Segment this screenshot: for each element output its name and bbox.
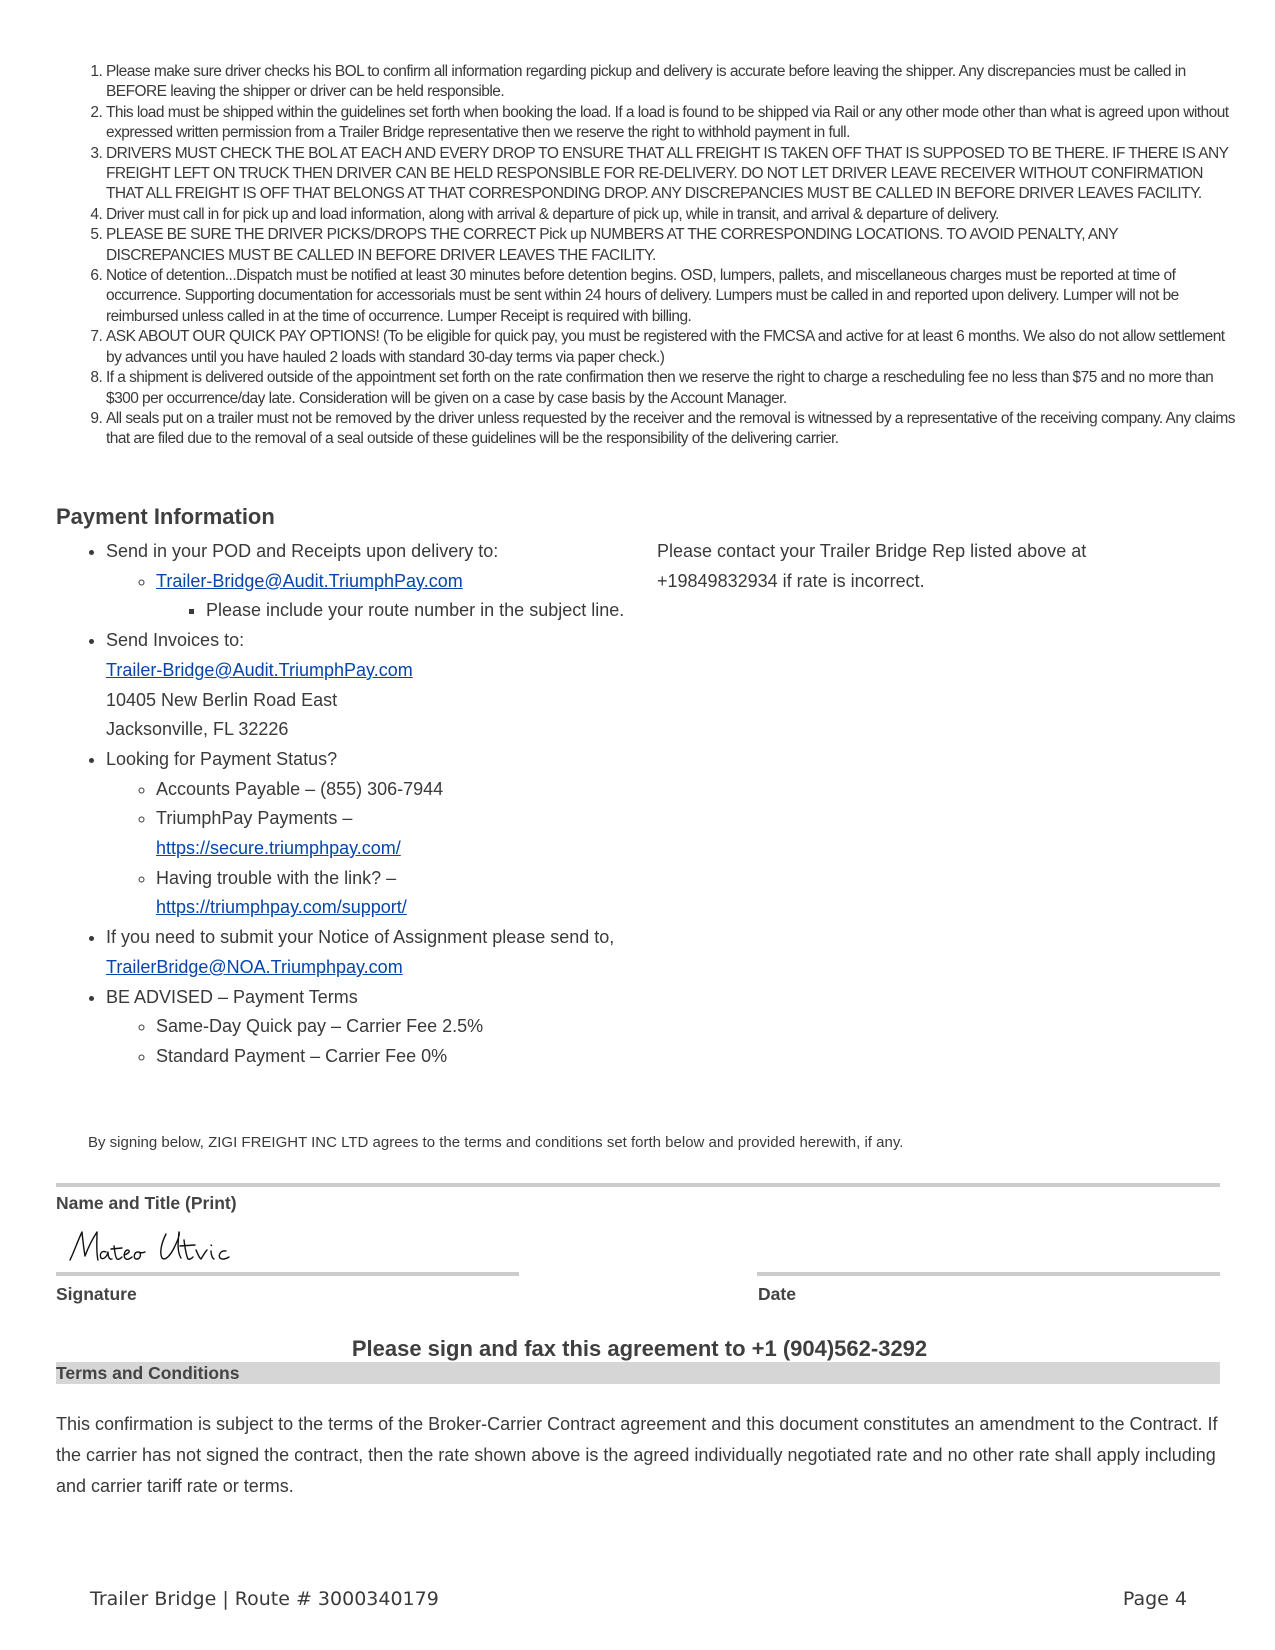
payment-terms-text: BE ADVISED – Payment Terms: [106, 986, 358, 1007]
triumphpay-text: TriumphPay Payments –: [156, 808, 353, 829]
payment-terms-item: [106, 983, 646, 1072]
terms-body: This confirmation is subject to the terms of the Broker-Carrier Contract agreement and this document constitutes an amendment to the Contract. If the carrier has not signed the contract, then the rate shown above is the agreed individually negotiated rate and no other rate shall apply including and carrier tariff rate or terms.: [56, 1414, 1218, 1496]
support-item: [156, 864, 646, 923]
pod-instruction: [106, 537, 646, 626]
terms-heading: Terms and Conditions: [56, 1363, 240, 1383]
pod-email-item: [156, 567, 646, 626]
payment-status-sublist: [106, 775, 646, 924]
rule-item: 9. All seals put on a trailer must not be removed by the driver unless requested by the receiver and the removal is witnessed by a representative of the receiving company. Any claims that are filed due to the removal of a seal outside of these guidelines will be the responsibility of the delivering carrier.: [106, 409, 1236, 450]
rule-item: 1. Please make sure driver checks his BOL to confirm all information regarding pickup and delivery is accurate before leaving the shipper. Any discrepancies must be called in BEFORE leaving the shipper or driver can be held responsible.: [106, 62, 1236, 103]
date-label: Date: [758, 1284, 796, 1304]
triumphpay-link[interactable]: https://secure.triumphpay.com/: [156, 838, 401, 859]
rule-item: 8. If a shipment is delivered outside of the appointment set forth on the rate confirmation then we reserve the right to charge a rescheduling fee no less than $75 and no more than $300 per occurrence/day late. Consideration will be given on a case by case basis by the Account Manager.: [106, 368, 1236, 409]
invoice-instruction-text: Send Invoices to:: [106, 630, 245, 651]
signature-image: [66, 1222, 266, 1268]
fax-instruction: Please sign and fax this agreement to +1 (904)562-3292: [351, 1336, 928, 1361]
rule-item: 7. ASK ABOUT OUR QUICK PAY OPTIONS! (To be eligible for quick pay, you must be registered with the FMCSA and active for at least 6 months. We also do not allow settlement by advances until you have hauled 2 loads with standard 30-day terms via paper check.): [106, 327, 1236, 368]
date-line: [757, 1272, 1220, 1276]
pod-note-sublist: [156, 596, 646, 626]
triumphpay-item: [156, 804, 646, 863]
carrier-rules-list: [86, 62, 1236, 450]
address-line-1: 10405 New Berlin Road East: [106, 689, 338, 710]
noa-email-link[interactable]: TrailerBridge@NOA.Triumphpay.com: [106, 956, 403, 977]
rule-item: 3. DRIVERS MUST CHECK THE BOL AT EACH AND EVERY DROP TO ENSURE THAT ALL FREIGHT IS TAKEN OFF THAT IS SUPPOSED TO BE THERE. IF THERE IS ANY FREIGHT LEFT ON TRUCK THEN DRIVER CAN BE HELD RESPONSIBLE FOR RE-DELIVERY. DO NOT LET DRIVER LEAVE RECEIVER WITHOUT CONFIRMATION THAT ALL FREIGHT IS OFF THAT BELONGS AT THAT CORRESPONDING DROP. ANY DISCREPANCIES MUST BE CALLED IN BEFORE DRIVER LEAVES FACILITY.: [106, 144, 1236, 205]
pod-sublist: [106, 567, 646, 626]
rule-item: 6. Notice of detention...Dispatch must be notified at least 30 minutes before detention begins. OSD, lumpers, pallets, and miscellaneous charges must be reported at time of occurrence. Supporting documentation for accessorials must be sent within 24 hours of delivery. Lumpers must be called in and reported upon delivery. Lumper will not be reimbursed unless called in at the time of occurrence. Lumper Receipt is required with billing.: [106, 266, 1236, 327]
signature-line: [56, 1272, 519, 1276]
payment-instructions-list: [84, 537, 646, 1072]
rule-item: 4. Driver must call in for pick up and load information, along with arrival & departure of pick up, while in transit, and arrival & departure of delivery.: [106, 205, 1236, 225]
address-line-2: Jacksonville, FL 32226: [106, 719, 289, 740]
invoice-email-link[interactable]: Trailer-Bridge@Audit.TriumphPay.com: [106, 659, 413, 680]
rate-contact-note: Please contact your Trailer Bridge Rep listed above at +19849832934 if rate is incorrect.: [657, 541, 1087, 591]
agreement-statement: By signing below, ZIGI FREIGHT INC LTD agrees to the terms and conditions set forth below and provided herewith, if any.: [88, 1134, 904, 1151]
pod-instruction-text: Send in your POD and Receipts upon delivery to:: [106, 541, 499, 561]
footer-page-number: Page 4: [1122, 1588, 1187, 1610]
section-divider: [56, 1183, 1220, 1187]
noa-text: If you need to submit your Notice of Assignment please send to,: [106, 927, 615, 948]
rule-item: 2. This load must be shipped within the guidelines set forth when booking the load. If a load is found to be shipped via Rail or any other mode other than what is agreed upon without expressed written permission from a Trailer Bridge representative then we reserve the right to withhold payment in full.: [106, 103, 1236, 144]
pod-email-link[interactable]: Trailer-Bridge@Audit.TriumphPay.com: [156, 570, 463, 591]
terms-heading-bar: [56, 1362, 1220, 1384]
support-link[interactable]: https://triumphpay.com/support/: [156, 897, 407, 918]
signature-label: Signature: [56, 1284, 137, 1304]
payment-status-item: [106, 745, 646, 923]
rule-item: 5. PLEASE BE SURE THE DRIVER PICKS/DROPS THE CORRECT Pick up NUMBERS AT THE CORRESPONDING LOCATIONS. TO AVOID PENALTY, ANY DISCREPANCIES MUST BE CALLED IN BEFORE DRIVER LEAVES THE FACILITY.: [106, 225, 1236, 266]
payment-information-heading: Payment Information: [56, 504, 275, 529]
invoice-instruction: [106, 626, 646, 745]
noa-item: [106, 923, 646, 982]
payment-status-text: Looking for Payment Status?: [106, 748, 338, 769]
accounts-payable-item: ◦ Accounts Payable – (855) 306-7944: [156, 775, 646, 805]
name-title-label: Name and Title (Print): [56, 1193, 237, 1213]
pod-note: ▪ Please include your route number in the subject line.: [206, 596, 646, 626]
footer-route: Trailer Bridge | Route # 3000340179: [90, 1588, 439, 1610]
support-text: Having trouble with the link? –: [156, 867, 397, 888]
standard-payment-item: ◦ Standard Payment – Carrier Fee 0%: [156, 1042, 646, 1072]
quickpay-item: ◦ Same-Day Quick pay – Carrier Fee 2.5%: [156, 1012, 646, 1042]
payment-terms-sublist: [106, 1012, 646, 1071]
